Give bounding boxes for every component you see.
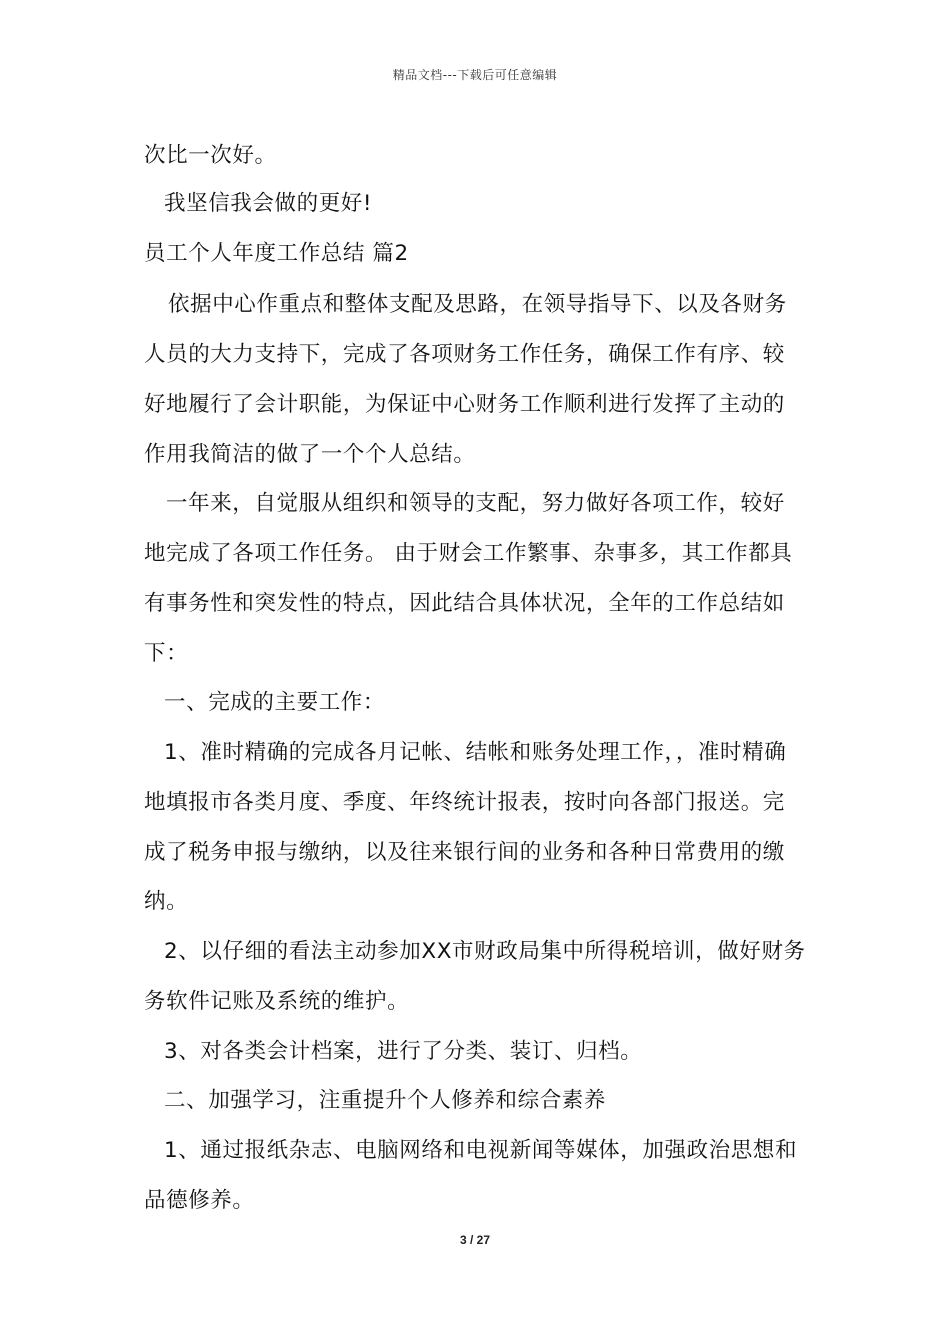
text-line: 地完成了各项工作任务。 由于财会工作繁事、杂事多，其工作都具 (144, 541, 793, 566)
page-header: 精品文档---下载后可任意编辑 (392, 68, 558, 82)
section-title: 员工个人年度工作总结 篇2 (144, 241, 409, 266)
text-line: 依据中心作重点和整体支配及思路，在领导指导下、以及各财务 (168, 292, 787, 317)
text-line: 1、准时精确的完成各月记帐、结帐和账务处理工作，，准时精确 (164, 740, 787, 765)
text-line: 2、以仔细的看法主动参加XX市财政局集中所得税培训，做好财务 (164, 939, 806, 964)
text-line: 成了税务申报与缴纳，以及往来银行间的业务和各种日常费用的缴 (144, 840, 785, 865)
text-line: 一、完成的主要工作： (164, 690, 386, 715)
text-line: 品德修养。 (144, 1188, 255, 1213)
text-line: 地填报市各类月度、季度、年终统计报表，按时向各部门报送。完 (144, 790, 785, 815)
text-line: 下： (144, 641, 189, 666)
text-line: 人员的大力支持下，完成了各项财务工作任务，确保工作有序、较 (144, 342, 785, 367)
text-line: 二、加强学习，注重提升个人修养和综合素养 (164, 1088, 607, 1113)
text-line: 次比一次好。 (144, 143, 277, 168)
text-line: 3、对各类会计档案，进行了分类、装订、归档。 (164, 1039, 643, 1064)
text-line: 作用我简洁的做了一个个人总结。 (144, 442, 476, 467)
text-line: 1、通过报纸杂志、电脑网络和电视新闻等媒体，加强政治思想和 (164, 1138, 798, 1163)
text-line: 一年来，自觉服从组织和领导的支配，努力做好各项工作，较好 (166, 491, 785, 516)
text-line: 我坚信我会做的更好! (164, 191, 373, 216)
text-line: 务软件记账及系统的维护。 (144, 989, 410, 1014)
text-line: 好地履行了会计职能，为保证中心财务工作顺利进行发挥了主动的 (144, 392, 785, 417)
page-number: 3 / 27 (459, 1233, 491, 1247)
text-line: 纳。 (144, 889, 189, 914)
text-line: 有事务性和突发性的特点，因此结合具体状况，全年的工作总结如 (144, 591, 785, 616)
